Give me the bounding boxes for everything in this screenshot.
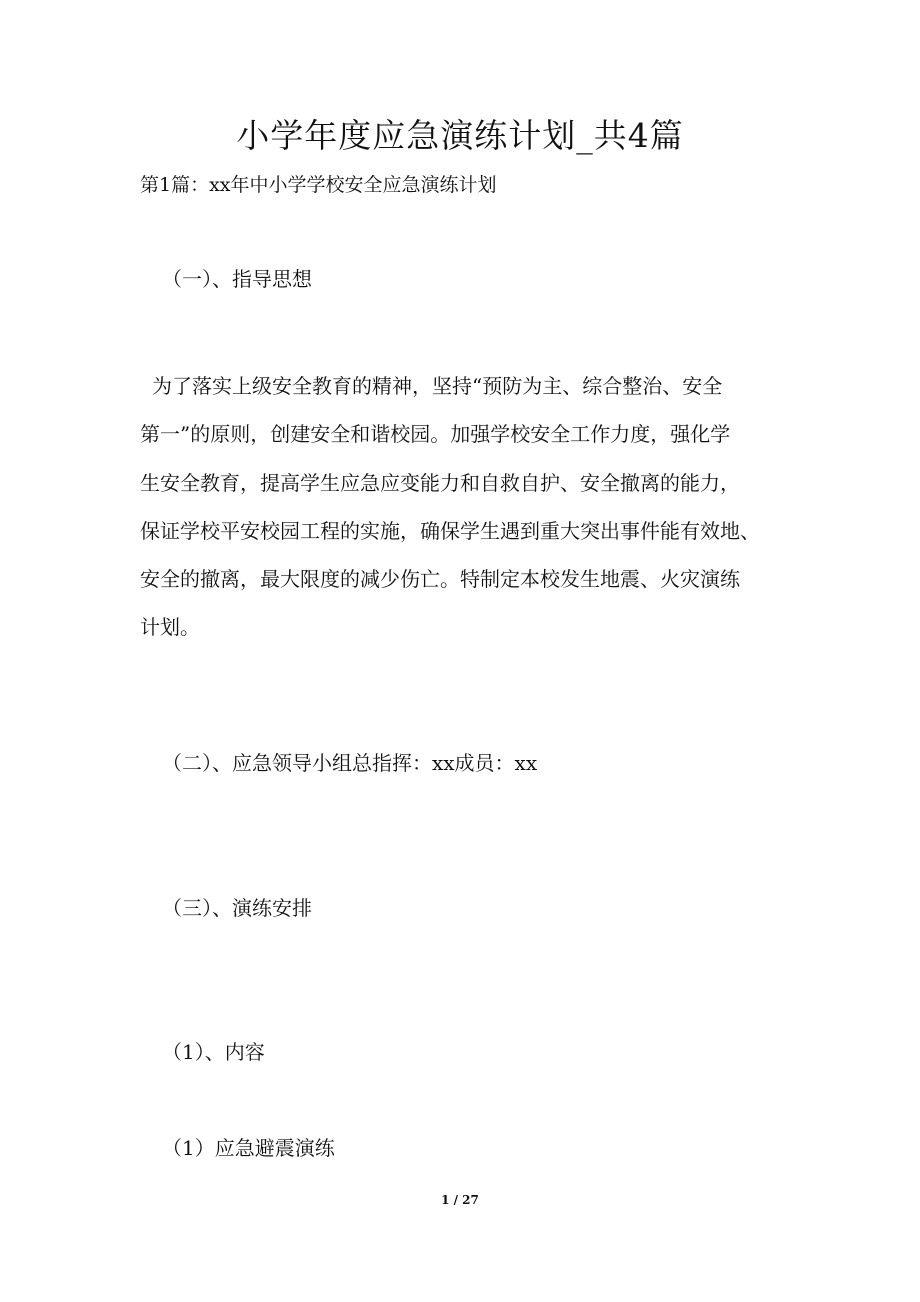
page-number: 1 / 27 [441,1193,479,1207]
paragraph-line: 计划。 [140,615,200,640]
paragraph-line: 保证学校平安校园工程的实施，确保学生遇到重大突出事件能有效地、 [140,518,760,543]
section-heading-guiding-ideology: （一）、指导思想 [162,267,312,291]
sub-heading-content: （1）、内容 [162,1040,265,1064]
document-subtitle: 第1篇：xx年中小学学校安全应急演练计划 [140,174,497,196]
guiding-ideology-paragraph [140,362,792,652]
paragraph-line: 第一”的原则，创建安全和谐校园。加强学校安全工作力度，强化学 [140,422,731,447]
document-title: 小学年度应急演练计划_共4篇 [236,116,684,155]
section-heading-leadership-group: （二）、应急领导小组总指挥：xx成员：xx [162,751,538,775]
paragraph-line: 安全的撤离，最大限度的减少伤亡。特制定本校发生地震、火灾演练 [140,567,740,592]
section-heading-drill-arrangement: （三）、演练安排 [162,896,312,920]
paragraph-line: 为了落实上级安全教育的精神，坚持“预防为主、综合整治、安全 [152,374,723,398]
paragraph-line: 生安全教育，提高学生应急应变能力和自救自护、安全撤离的能力， [140,470,740,495]
sub-heading-earthquake-drill: （1）应急避震演练 [162,1136,335,1160]
